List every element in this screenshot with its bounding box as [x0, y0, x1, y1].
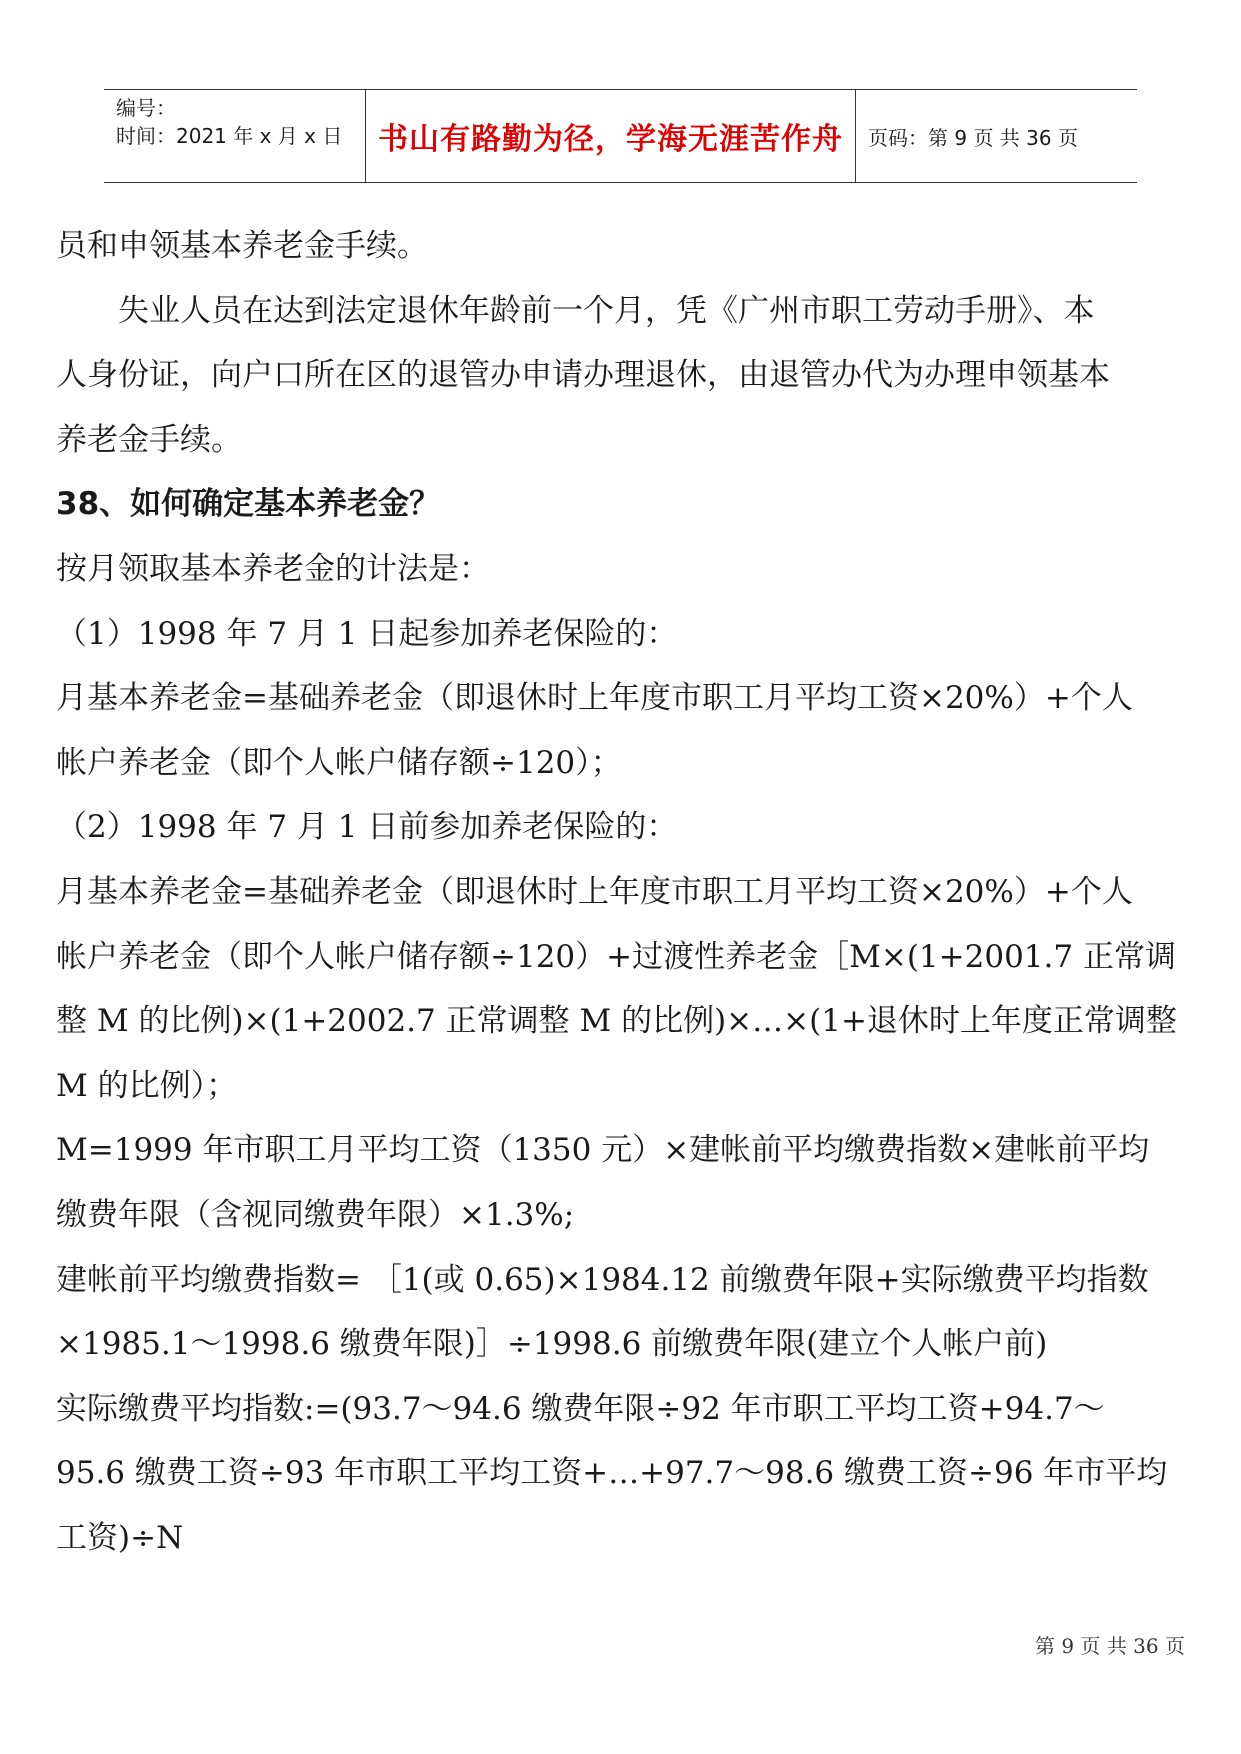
document-time-label: 时间：2021 年 x 月 x 日	[116, 124, 343, 148]
body-line: （2）1998 年 7 月 1 日前参加养老保险的：	[56, 809, 678, 846]
body-line: 帐户养老金（即个人帐户储存额÷120）；	[56, 744, 622, 781]
header-motto: 书山有路勤为径，学海无涯苦作舟	[378, 122, 843, 157]
header-page-label: 页码：第 9 页 共 36 页	[868, 125, 1078, 150]
page-header	[104, 89, 1137, 183]
page-footer: 第 9 页 共 36 页	[1035, 1634, 1185, 1658]
section-heading: 38、如何确定基本养老金？	[56, 486, 441, 523]
body-line: 整 M 的比例)×(1+2002.7 正常调整 M 的比例)×…×(1+退休时上年度正常调整	[56, 1003, 1177, 1040]
body-line: 帐户养老金（即个人帐户储存额÷120）+过渡性养老金［M×(1+2001.7 正常调	[56, 938, 1176, 975]
header-info-cell	[104, 90, 366, 182]
body-line: 员和申领基本养老金手续。	[56, 228, 428, 264]
body-line: 建帐前平均缴费指数= ［1(或 0.65)×1984.12 前缴费年限+实际缴费平均指数	[56, 1261, 1149, 1298]
document-body	[56, 214, 1186, 1570]
body-line: 按月领取基本养老金的计法是：	[56, 550, 490, 587]
body-line: （1）1998 年 7 月 1 日起参加养老保险的：	[56, 615, 678, 652]
body-line: M=1999 年市职工月平均工资（1350 元）×建帐前平均缴费指数×建帐前平均	[56, 1132, 1150, 1169]
header-motto-cell	[366, 90, 856, 182]
body-line: 月基本养老金=基础养老金（即退休时上年度市职工月平均工资×20%）+个人	[56, 680, 1133, 717]
body-line: 人身份证，向户口所在区的退管办申请办理退休，由退管办代为办理申领基本	[56, 357, 1110, 394]
document-number-label: 编号：	[116, 96, 176, 120]
body-line: 月基本养老金=基础养老金（即退休时上年度市职工月平均工资×20%）+个人	[56, 873, 1133, 910]
body-line: ×1985.1～1998.6 缴费年限)］÷1998.6 前缴费年限(建立个人帐户前)	[56, 1326, 1048, 1363]
body-line: 失业人员在达到法定退休年龄前一个月，凭《广州市职工劳动手册》、本	[118, 292, 1095, 329]
body-line: 养老金手续。	[56, 421, 242, 458]
body-line: 工资)÷N	[56, 1519, 184, 1556]
body-line: 95.6 缴费工资÷93 年市职工平均工资+…+97.7～98.6 缴费工资÷96 年市平均	[56, 1455, 1168, 1492]
header-page-cell	[856, 90, 1137, 182]
body-line: M 的比例）；	[56, 1067, 238, 1104]
body-line: 实际缴费平均指数:=(93.7～94.6 缴费年限÷92 年市职工平均工资+94.7～	[56, 1390, 1105, 1427]
body-line: 缴费年限（含视同缴费年限）×1.3%;	[56, 1196, 575, 1233]
